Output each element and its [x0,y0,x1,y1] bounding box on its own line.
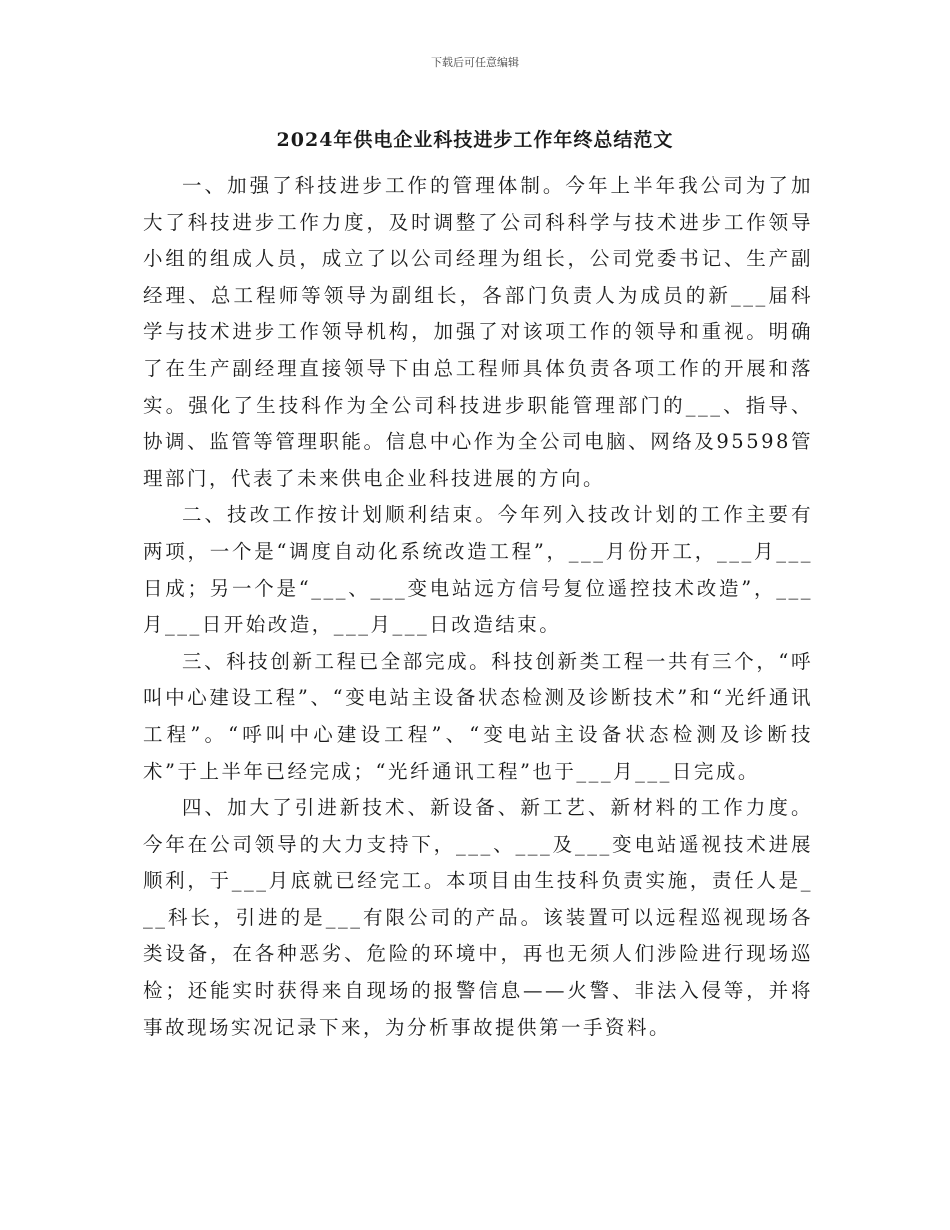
document-body [143,168,813,1046]
paragraph-1: 一、加强了科技进步工作的管理体制。今年上半年我公司为了加大了科技进步工作力度，及时调整了公司科科学与技术进步工作领导小组的组成人员，成立了以公司经理为组长，公司党委书记、生产副经理、总工程师等领导为副组长，各部门负责人为成员的新___届科学与技术进步工作领导机构，加强了对该项工作的领导和重视。明确了在生产副经理直接领导下由总工程师具体负责各项工作的开展和落实。强化了生技科作为全公司科技进步职能管理部门的___、指导、协调、监管等管理职能。信息中心作为全公司电脑、网络及95598管理部门，代表了未来供电企业科技进展的方向。 [143,174,813,490]
paragraph-3: 三、科技创新工程已全部完成。科技创新类工程一共有三个，“呼叫中心建设工程”、“变电站主设备状态检测及诊断技术”和“光纤通讯工程”。“呼叫中心建设工程”、“变电站主设备状态检测及诊断技术”于上半年已经完成；“光纤通讯工程”也于___月___日完成。 [143,649,813,783]
page-header-note: 下载后可任意编辑 [431,56,519,69]
paragraph-2: 二、技改工作按计划顺利结束。今年列入技改计划的工作主要有两项，一个是“调度自动化系统改造工程”，___月份开工，___月___日成；另一个是“___、___变电站远方信号复位遥控技术改造”，___月___日开始改造，___月___日改造结束。 [143,503,813,637]
document-title: 2024年供电企业科技进步工作年终总结范文 [276,129,674,151]
paragraph-4: 四、加大了引进新技术、新设备、新工艺、新材料的工作力度。今年在公司领导的大力支持下，___、___及___变电站遥视技术进展顺利，于___月底就已经完工。本项目由生技科负责实施，责任人是___科长，引进的是___有限公司的产品。该装置可以远程巡视现场各类设备，在各种恶劣、危险的环境中，再也无须人们涉险进行现场巡检；还能实时获得来自现场的报警信息——火警、非法入侵等，并将事故现场实况记录下来，为分析事故提供第一手资料。 [143,796,813,1039]
